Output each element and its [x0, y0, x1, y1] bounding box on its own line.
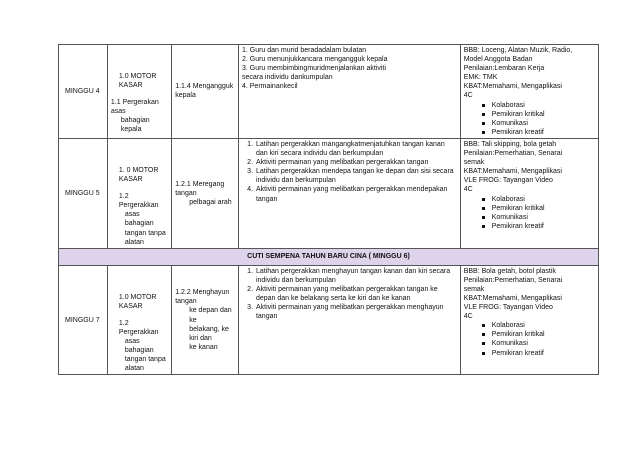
holiday-row [59, 248, 599, 265]
activity-line: 2. Guru menunjukkancara mengangguk kepala [241, 56, 388, 64]
skill-item: Pemikiran kritikal [492, 330, 595, 339]
activities-list [242, 140, 457, 204]
standard-line: alatan [124, 365, 144, 373]
skill-item: Komunikasi [492, 119, 595, 128]
lesson-plan-table [58, 44, 599, 375]
week-cell: MINGGU 4 [59, 45, 108, 139]
skill-item: Kolaborasi [492, 101, 595, 110]
spacer [111, 46, 168, 72]
skills-list [464, 101, 595, 137]
objective-line: 1.2.1 Meregang tangan [175, 180, 225, 197]
resource-line: KBAT:Memahami, Mengaplikasi [463, 168, 562, 176]
resource-line: EMK: TMK [463, 74, 498, 82]
standard-line: tangan tanpa [124, 356, 166, 364]
skill-item: Pemikiran kreatif [492, 222, 595, 231]
activities-cell [238, 265, 460, 375]
objective-line: 1.2.2 Menghayun tangan [175, 289, 230, 306]
resource-line: 4C [463, 313, 473, 321]
activity-item: 4. Aktiviti permainan yang melibatkan pergerakkan mendepakan tangan [255, 185, 457, 203]
activities-cell [238, 138, 460, 248]
resource-line: semak [463, 159, 485, 167]
standard-line: 1.1 Pergerakan asas [110, 99, 159, 116]
resource-line: VLE FROG: Tayangan Video [463, 177, 553, 185]
activity-line: secara individu dankumpulan [241, 74, 333, 82]
activity-item: 3. Aktiviti permainan yang melibatkan pergerakkan menghayun tangan [255, 303, 457, 321]
week-row [59, 138, 599, 248]
standard-line: asas bahagian [124, 338, 154, 355]
week-cell: MINGGU 7 [59, 265, 108, 375]
resource-line: BBB: Bola getah, botol plastik [463, 267, 556, 275]
topic-cell [107, 138, 171, 248]
resource-line: Penilaian:Pemerhatian, Senarai [463, 150, 563, 158]
resource-line: BBB: Loceng, Alatan Muzik, Radio, [463, 47, 573, 54]
skills-list [464, 321, 595, 357]
week-row [59, 265, 599, 375]
spacer [111, 90, 168, 98]
objective-cell [172, 265, 239, 375]
standard-line: kepala [120, 126, 142, 134]
resource-line: KBAT:Memahami, Mengaplikasi [463, 294, 562, 302]
skill-item: Pemikiran kritikal [492, 204, 595, 213]
activity-item: 1. Latihan pergerakkan mangangkatmenjatuhkan tangan kanan dan kiri secara individu dan berkumpulan [255, 140, 457, 158]
objective-line: ke kanan [189, 343, 218, 351]
activity-item: 3. Latihan pergerakkan mendepa tangan ke depan dan sisi secara individu dan berkumpulan [255, 167, 457, 185]
resource-line: Penilaian:Lembaran Kerja [463, 65, 545, 73]
objective-line: belakang, ke kiri dan [189, 325, 229, 342]
resource-line: KBAT:Memahami, Mengaplikasi [463, 83, 562, 91]
objective-cell [172, 138, 239, 248]
objective-line: pelbagai arah [189, 198, 232, 206]
resources-cell [460, 45, 598, 139]
objective-cell [172, 45, 239, 139]
week-row [59, 45, 599, 139]
standard-line: 1.2 Pergerakkan [118, 319, 159, 336]
resource-line: semak [463, 285, 485, 293]
standard-line: bahagian [120, 117, 150, 125]
skill-item: Komunikasi [492, 213, 595, 222]
resource-line: VLE FROG: Tayangan Video [463, 304, 553, 312]
topic-title: 1.0 MOTOR KASAR [118, 73, 157, 90]
resources-cell [460, 138, 598, 248]
skill-item: Kolaborasi [492, 195, 595, 204]
skills-list [464, 195, 595, 231]
skill-item: Pemikiran kritikal [492, 110, 595, 119]
standard-line: 1.2 Pergerakkan [118, 193, 159, 210]
skill-item: Pemikiran kreatif [492, 128, 595, 137]
standard-line: tangan tanpa [124, 229, 166, 237]
activities-list [242, 267, 457, 322]
spacer [111, 267, 168, 293]
activities-cell [238, 45, 460, 139]
skill-item: Pemikiran kreatif [492, 349, 595, 358]
holiday-banner: CUTI SEMPENA TAHUN BARU CINA ( MINGGU 6) [59, 248, 599, 265]
spacer [111, 311, 168, 319]
resource-line: Model Anggota Badan [463, 56, 533, 64]
resources-cell [460, 265, 598, 375]
topic-cell [107, 45, 171, 139]
resource-line: BBB: Tali skipping, bola getah [463, 140, 557, 148]
activity-line: 1. Guru dan murid beradadalam bulatan [241, 47, 367, 54]
resource-line: 4C [463, 92, 473, 100]
topic-cell [107, 265, 171, 375]
objective-line: ke depan dan ke [189, 307, 232, 324]
activity-item: 2. Aktiviti permainan yang melibatkan pergerakkan tangan [255, 158, 457, 167]
resource-line: Penilaian:Pemerhatian, Senarai [463, 276, 563, 284]
week-cell: MINGGU 5 [59, 138, 108, 248]
activity-line: 3. Guru membimbingmuridmenjalankan aktiviti [241, 65, 386, 73]
spacer [111, 184, 168, 192]
skill-item: Kolaborasi [492, 321, 595, 330]
topic-title: 1.0 MOTOR KASAR [118, 293, 157, 310]
skill-item: Komunikasi [492, 339, 595, 348]
resource-line: 4C [463, 186, 473, 194]
activity-line: 4. Permainankecil [241, 83, 298, 91]
standard-line: alatan [124, 238, 144, 246]
activity-item: 1. Latihan pergerakkan menghayun tangan kanan dan kiri secara individu dan berkumpulan [255, 267, 457, 285]
spacer [111, 140, 168, 166]
objective-line: 1.1.4 Mengangguk kepala [175, 83, 234, 100]
topic-title: 1. 0 MOTOR KASAR [118, 166, 159, 184]
standard-line: asas bahagian [124, 211, 154, 228]
activity-item: 2. Aktiviti permainan yang melibatkan pergerakkan tangan ke depan dan ke belakang serta ke kiri dan ke kanan [255, 285, 457, 303]
